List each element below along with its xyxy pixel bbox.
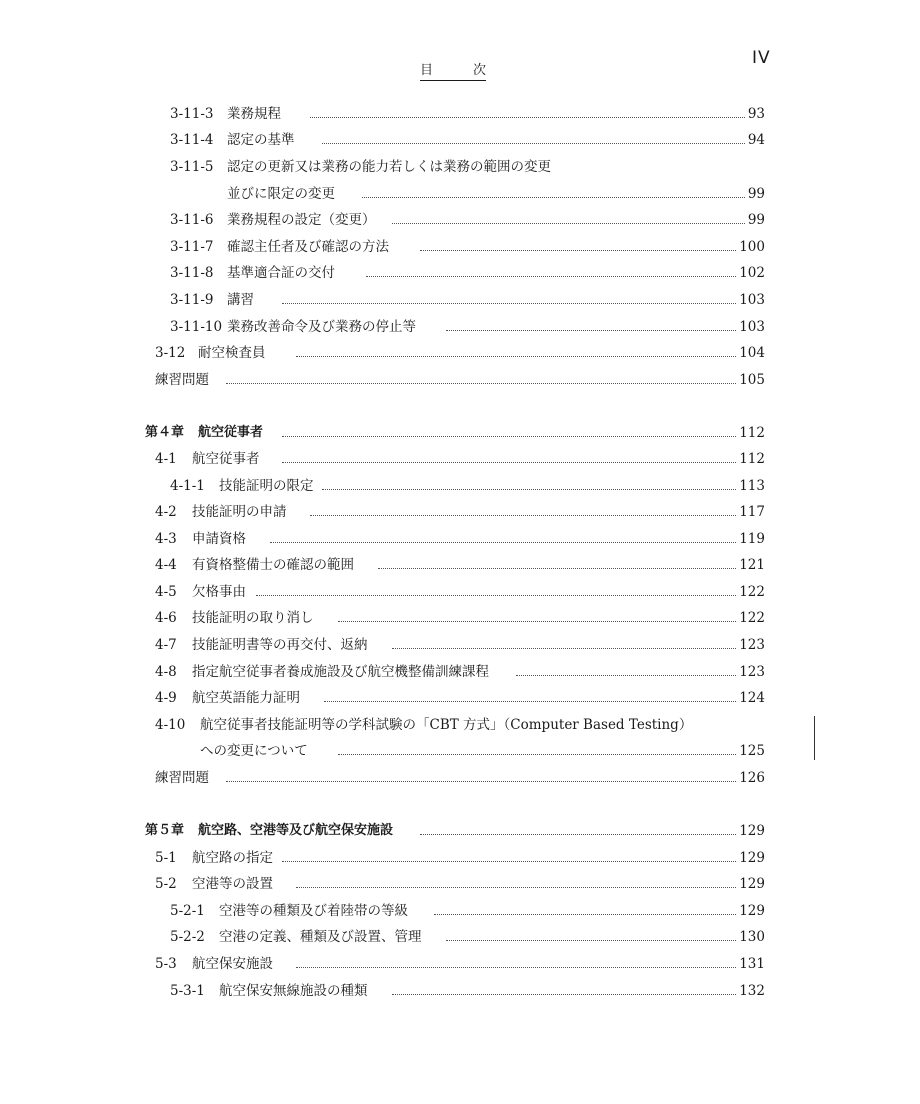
entry-number: 5-2-2 — [170, 929, 205, 945]
entry-page-number: 121 — [739, 557, 765, 573]
entry-number: 5-3 — [155, 956, 177, 972]
toc-entry — [0, 369, 765, 391]
entry-page-number: 119 — [739, 531, 765, 547]
toc-title: 目 次 — [420, 62, 486, 81]
toc-entry — [0, 953, 765, 975]
dot-leader — [282, 861, 736, 862]
dot-leader — [392, 994, 736, 995]
dot-leader — [516, 675, 736, 676]
entry-number: 4-8 — [155, 664, 177, 680]
entry-title: 練習問題 — [155, 770, 209, 786]
entry-number: 3-11-10 — [170, 319, 223, 335]
toc-entry — [0, 289, 765, 311]
dot-leader — [392, 648, 736, 649]
entry-title: 航空従事者 — [198, 425, 264, 440]
dot-leader — [310, 515, 736, 516]
entry-title: 空港の定義、種類及び設置、管理 — [219, 929, 422, 945]
entry-page-number: 94 — [747, 132, 765, 148]
entry-title: 基準適合証の交付 — [227, 265, 335, 281]
toc-entry — [0, 501, 765, 523]
entry-number: 4-10 — [155, 717, 186, 733]
entry-page-number: 102 — [739, 265, 765, 281]
entry-number: 3-11-8 — [170, 265, 214, 281]
dot-leader — [296, 356, 736, 357]
toc-entry — [0, 103, 765, 125]
entry-page-number: 117 — [739, 504, 765, 520]
toc-chapter-entry — [0, 820, 765, 842]
dot-leader — [362, 197, 745, 198]
entry-page-number: 105 — [739, 372, 765, 388]
toc-entry — [0, 740, 765, 762]
toc-entry — [0, 607, 765, 629]
entry-page-number: 122 — [739, 610, 765, 626]
entry-number: 4-9 — [155, 690, 177, 706]
dot-leader — [420, 834, 736, 835]
entry-number: 5-2 — [155, 876, 177, 892]
entry-title: 航空従事者 — [192, 451, 260, 467]
dot-leader — [226, 383, 736, 384]
toc-entry — [0, 980, 765, 1002]
entry-page-number: 124 — [739, 690, 765, 706]
entry-title: 航空保安施設 — [192, 956, 273, 972]
entry-page-number: 125 — [739, 743, 765, 759]
dot-leader — [282, 303, 736, 304]
entry-number: 3-11-7 — [170, 239, 214, 255]
entry-title: 航空保安無線施設の種類 — [219, 983, 368, 999]
dot-leader — [322, 143, 745, 144]
entry-number: 5-2-1 — [170, 903, 205, 919]
entry-title: 認定の基準 — [227, 132, 295, 148]
entry-number: 3-11-6 — [170, 212, 214, 228]
entry-number: 3-11-9 — [170, 292, 214, 308]
entry-page-number: 129 — [739, 903, 765, 919]
entry-number: 4-1 — [155, 451, 177, 467]
toc-entry — [0, 236, 765, 258]
toc-entry — [0, 873, 765, 895]
toc-entry — [0, 900, 765, 922]
toc-entry — [0, 316, 765, 338]
entry-title: 有資格整備士の確認の範囲 — [192, 557, 354, 573]
entry-number: 4-6 — [155, 610, 177, 626]
entry-title: 確認主任者及び確認の方法 — [227, 239, 389, 255]
toc-entry — [0, 661, 765, 683]
toc-entry — [0, 475, 765, 497]
entry-title: 技能証明書等の再交付、返納 — [192, 637, 368, 653]
entry-title: 練習問題 — [155, 372, 209, 388]
dot-leader — [256, 595, 736, 596]
dot-leader — [366, 276, 736, 277]
entry-title: 講習 — [227, 292, 254, 308]
entry-page-number: 100 — [739, 239, 765, 255]
dot-leader — [282, 462, 736, 463]
dot-leader — [324, 701, 736, 702]
entry-number: 3-11-5 — [170, 159, 214, 175]
entry-page-number: 123 — [739, 664, 765, 680]
toc-entry — [0, 926, 765, 948]
entry-title: 技能証明の限定 — [219, 478, 314, 494]
toc-chapter-entry — [0, 422, 765, 444]
entry-number: 4-4 — [155, 557, 177, 573]
entry-page-number: 129 — [739, 850, 765, 866]
dot-leader — [434, 914, 736, 915]
entry-title: 業務規程 — [227, 106, 281, 122]
entry-title: 申請資格 — [192, 531, 246, 547]
toc-entry — [0, 183, 765, 205]
toc-entry — [0, 847, 765, 869]
entry-page-number: 103 — [739, 319, 765, 335]
dot-leader — [446, 940, 736, 941]
entry-title: 耐空検査員 — [198, 345, 266, 361]
dot-leader — [296, 967, 736, 968]
toc-entry — [0, 156, 765, 178]
toc-entry — [0, 581, 765, 603]
entry-title: 業務規程の設定（変更） — [227, 212, 376, 228]
entry-number: 第５章 — [145, 823, 185, 838]
entry-page-number: 130 — [739, 929, 765, 945]
entry-title: 空港等の種類及び着陸帯の等級 — [219, 903, 408, 919]
entry-number: 4-5 — [155, 584, 177, 600]
entry-page-number: 132 — [739, 983, 765, 999]
entry-title: 並びに限定の変更 — [227, 186, 335, 202]
dot-leader — [446, 330, 736, 331]
entry-title: 欠格事由 — [192, 584, 246, 600]
margin-rule — [814, 716, 815, 760]
entry-number: 3-11-4 — [170, 132, 214, 148]
entry-title: 業務改善命令及び業務の停止等 — [227, 319, 416, 335]
entry-page-number: 104 — [739, 345, 765, 361]
entry-title: 技能証明の申請 — [192, 504, 287, 520]
entry-number: 4-3 — [155, 531, 177, 547]
entry-number: 3-11-3 — [170, 106, 214, 122]
entry-page-number: 129 — [739, 823, 765, 839]
entry-page-number: 113 — [739, 478, 765, 494]
entry-page-number: 99 — [747, 212, 765, 228]
entry-title: 航空路の指定 — [192, 850, 273, 866]
toc-entry — [0, 209, 765, 231]
entry-page-number: 112 — [739, 451, 765, 467]
entry-number: 4-1-1 — [170, 478, 205, 494]
entry-page-number: 103 — [739, 292, 765, 308]
entry-number: 5-3-1 — [170, 983, 205, 999]
entry-title: 航空従事者技能証明等の学科試験の「CBT 方式」（Computer Based Testing） — [200, 717, 693, 733]
entry-page-number: 129 — [739, 876, 765, 892]
entry-page-number: 122 — [739, 584, 765, 600]
toc-entry — [0, 342, 765, 364]
entry-title: 航空英語能力証明 — [192, 690, 300, 706]
entry-number: 第４章 — [145, 425, 185, 440]
entry-page-number: 131 — [739, 956, 765, 972]
dot-leader — [338, 754, 736, 755]
toc-entry — [0, 528, 765, 550]
dot-leader — [392, 223, 745, 224]
dot-leader — [420, 250, 736, 251]
toc-entry — [0, 129, 765, 151]
toc-entry — [0, 448, 765, 470]
toc-entry — [0, 634, 765, 656]
dot-leader — [322, 489, 736, 490]
entry-number: 4-2 — [155, 504, 177, 520]
entry-title: への変更について — [200, 743, 308, 759]
dot-leader — [282, 436, 736, 437]
dot-leader — [296, 887, 736, 888]
dot-leader — [226, 781, 736, 782]
dot-leader — [378, 568, 736, 569]
dot-leader — [338, 621, 736, 622]
entry-page-number: 112 — [739, 425, 765, 441]
entry-number: 4-7 — [155, 637, 177, 653]
toc-entry — [0, 767, 765, 789]
dot-leader — [270, 542, 736, 543]
entry-number: 5-1 — [155, 850, 177, 866]
entry-page-number: 126 — [739, 770, 765, 786]
entry-page-number: 99 — [747, 186, 765, 202]
entry-title: 認定の更新又は業務の能力若しくは業務の範囲の変更 — [227, 159, 551, 175]
page-number: IV — [752, 48, 771, 68]
entry-number: 3-12 — [155, 345, 186, 361]
entry-title: 技能証明の取り消し — [192, 610, 314, 626]
entry-title: 指定航空従事者養成施設及び航空機整備訓練課程 — [192, 664, 489, 680]
toc-entry — [0, 554, 765, 576]
entry-page-number: 93 — [747, 106, 765, 122]
dot-leader — [310, 117, 745, 118]
entry-title: 空港等の設置 — [192, 876, 273, 892]
toc-entry — [0, 687, 765, 709]
entry-title: 航空路、空港等及び航空保安施設 — [198, 823, 394, 838]
toc-entry — [0, 262, 765, 284]
toc-entry — [0, 714, 765, 736]
entry-page-number: 123 — [739, 637, 765, 653]
